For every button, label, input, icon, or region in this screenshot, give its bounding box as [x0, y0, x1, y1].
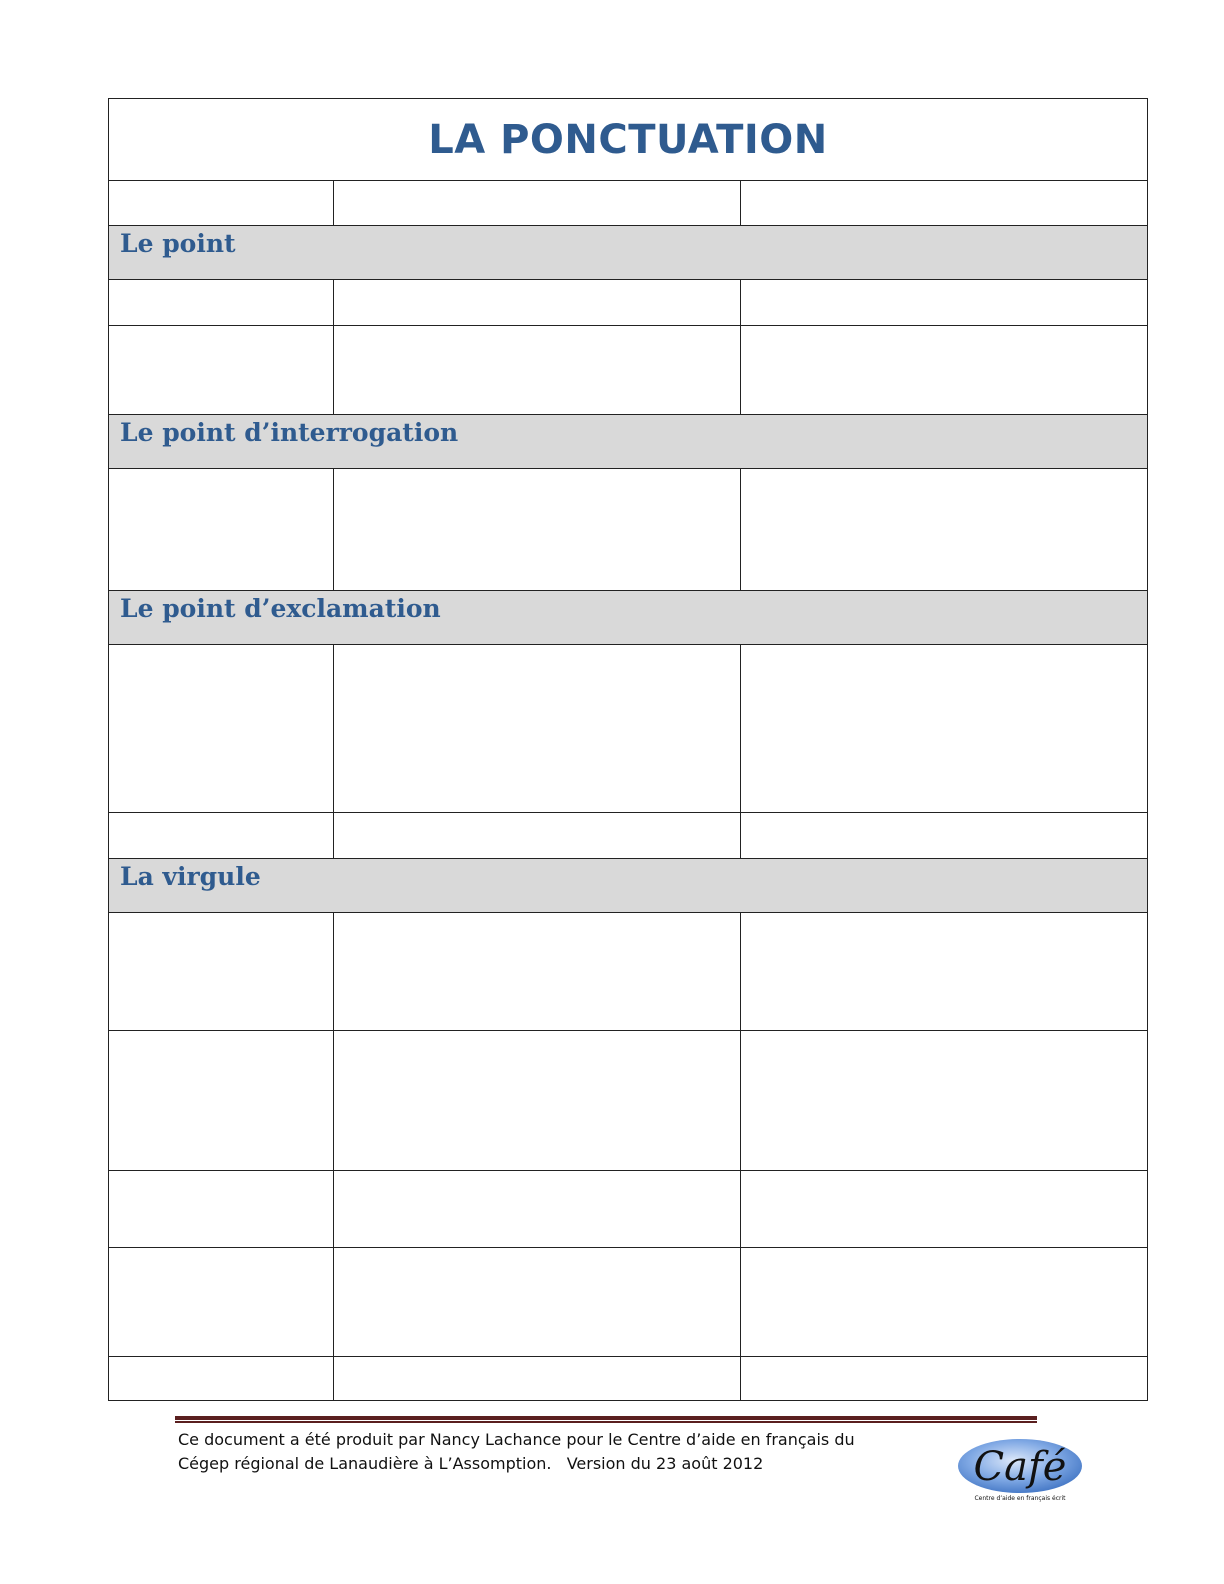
table-cell: [741, 280, 1148, 326]
table-cell: [334, 913, 741, 1031]
table-cell: [109, 1171, 334, 1248]
table-row: [109, 1357, 1148, 1401]
table-cell: [741, 813, 1148, 859]
table-cell: [334, 1171, 741, 1248]
table-row: [109, 181, 1148, 226]
logo-subtitle: Centre d’aide en français écrit: [974, 1495, 1066, 1502]
table-cell: [109, 1031, 334, 1171]
table-row: [109, 1031, 1148, 1171]
table-row: [109, 280, 1148, 326]
table-cell: [741, 469, 1148, 591]
table-cell: [109, 913, 334, 1031]
table-row: [109, 326, 1148, 415]
table-cell: [741, 645, 1148, 813]
table-cell: [109, 280, 334, 326]
table-cell: [334, 280, 741, 326]
table-row: [109, 1248, 1148, 1357]
table-cell: [334, 645, 741, 813]
section-header-row: [109, 859, 1148, 913]
page-title: LA PONCTUATION: [109, 99, 1148, 181]
section-heading-virgule: La virgule: [109, 859, 1148, 913]
table-cell: [109, 326, 334, 415]
table-cell: [334, 181, 741, 226]
section-heading-point-exclamation: Le point d’exclamation: [109, 591, 1148, 645]
ponctuation-table: [108, 98, 1148, 1401]
table-cell: [741, 326, 1148, 415]
table-cell: [741, 181, 1148, 226]
table-row: [109, 1171, 1148, 1248]
table-cell: [334, 1357, 741, 1401]
table-cell: [334, 1031, 741, 1171]
cafe-logo-graphic: [956, 1434, 1086, 1504]
table-cell: [334, 469, 741, 591]
section-heading-le-point: Le point: [109, 226, 1148, 280]
table-row: [109, 469, 1148, 591]
footer-divider: [175, 1416, 1037, 1423]
cafe-logo: [956, 1434, 1086, 1504]
table-cell: [334, 1248, 741, 1357]
footer-line-1: Ce document a été produit par Nancy Lachance pour le Centre d’aide en français du: [178, 1430, 855, 1449]
table-cell: [109, 469, 334, 591]
table-cell: [741, 1031, 1148, 1171]
table-cell: [109, 813, 334, 859]
footer-credits: [178, 1428, 898, 1476]
footer-line-2: Cégep régional de Lanaudière à L’Assomption. Version du 23 août 2012: [178, 1454, 764, 1473]
table-row: [109, 645, 1148, 813]
table-cell: [109, 181, 334, 226]
section-header-row: [109, 415, 1148, 469]
section-heading-point-interrogation: Le point d’interrogation: [109, 415, 1148, 469]
table-row: [109, 813, 1148, 859]
logo-text: Café: [973, 1444, 1067, 1490]
table-cell: [109, 1357, 334, 1401]
section-header-row: [109, 591, 1148, 645]
section-header-row: [109, 226, 1148, 280]
table-cell: [109, 1248, 334, 1357]
table-row: [109, 913, 1148, 1031]
table-cell: [334, 326, 741, 415]
table-cell: [741, 1357, 1148, 1401]
table-cell: [741, 1171, 1148, 1248]
table-cell: [109, 645, 334, 813]
table-cell: [741, 913, 1148, 1031]
table-cell: [741, 1248, 1148, 1357]
table-cell: [334, 813, 741, 859]
